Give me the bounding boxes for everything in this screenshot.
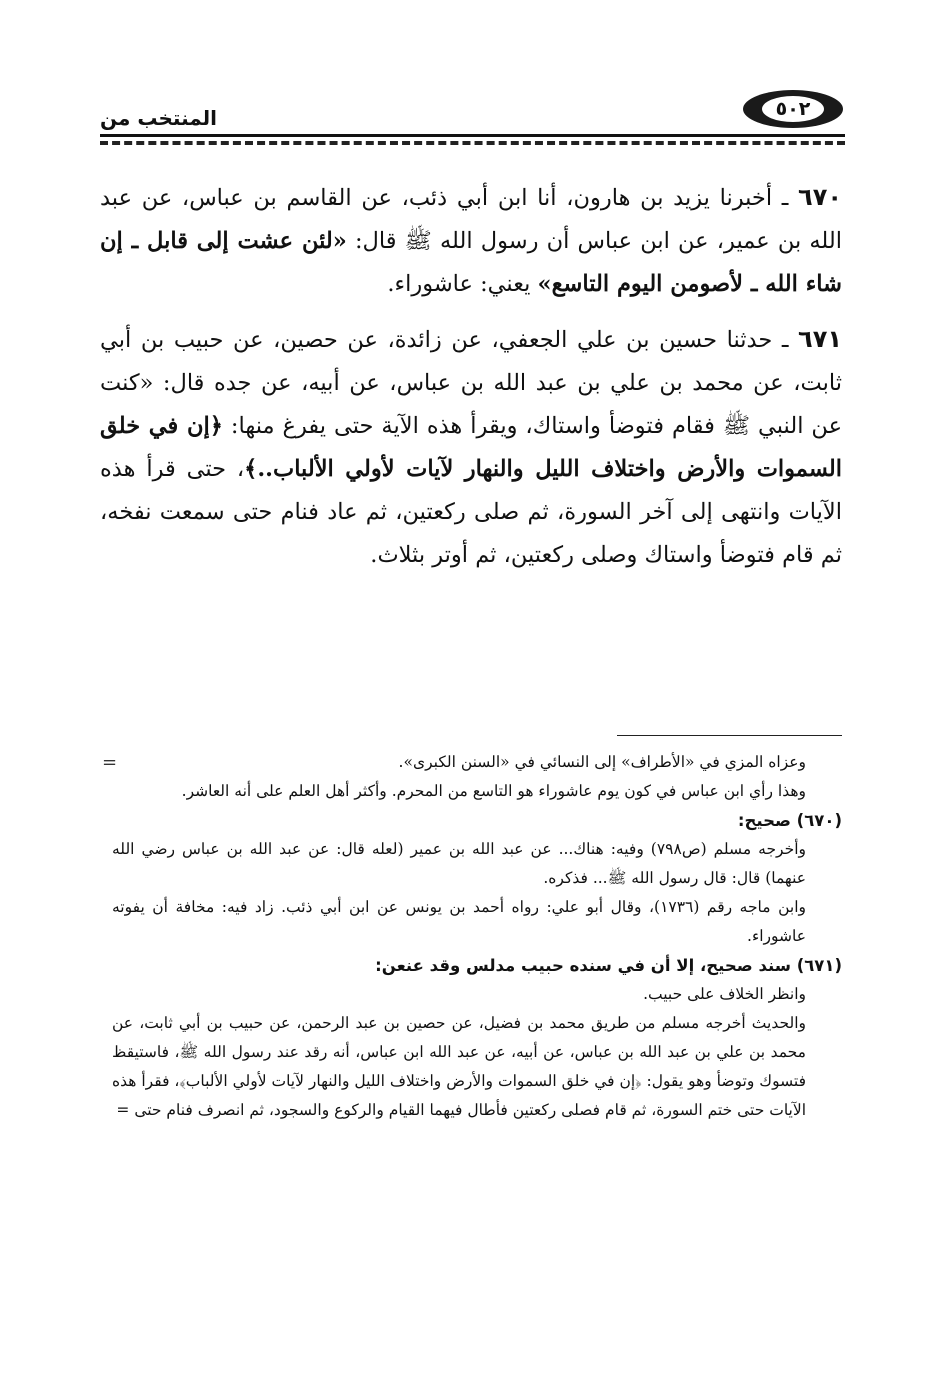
page-number-badge <box>743 90 843 128</box>
footnote-paragraph: والحديث أخرجه مسلم من طريق محمد بن فضيل، عن حصين بن عبد الرحمن، عن حبيب بن أبي ثابت، عن محمد بن علي بن عبد الله بن عباس، عن أبيه، عن عبد الله ابن عباس، أنه رقد عند رسول الله ﷺ، فاستيقظ فتسوك وتوضأ وهو يقول: ﴿إن في خلق السموات والأرض واختلاف الليل والنهار لآيات لأولي الألباب﴾، فقرأ هذه الآيات حتى ختم السورة، ثم قام فصلى ركعتين فأطال فيهما القيام والركوع والسجود، ثم انصرف فنام حتى = <box>112 1014 806 1119</box>
hadith-670 <box>100 176 842 306</box>
continuation-mark: = <box>102 752 118 773</box>
footnote-line: وهذا رأي ابن عباس في كون يوم عاشوراء هو التاسع من المحرم. وأكثر أهل العلم على أنه العاشر. <box>181 782 806 800</box>
footnote-paragraph: وأخرجه مسلم (ص٧٩٨) وفيه: هناك... عن عبد الله بن عمير (لعله قال: عن عبد الله بن عباس رضي الله عنهما) قال: قال رسول الله ﷺ... فذكره. <box>112 840 806 887</box>
header-rule <box>100 134 845 137</box>
hadith-number: ٦٧١ <box>798 325 842 353</box>
quran-verse: ﴿إن في خلق السموات والأرض واختلاف الليل والنهار لآيات لأولي الألباب..﴾ <box>100 413 842 482</box>
page-header <box>100 88 845 148</box>
hadith-quote: «لئن عشت إلى قابل ـ إن شاء الله ـ لأصومن اليوم التاسع» <box>100 228 842 297</box>
hadith-text: ـ حدثنا حسين بن علي الجعفي، عن زائدة، عن حصين، عن حبيب بن أبي ثابت، عن محمد بن علي بن عبد الله بن عباس، عن أبيه، عن جده قال: «كنت عن النبي ﷺ فقام فتوضأ واستاك، ويقرأ هذه الآية حتى يفرغ منها: <box>100 327 842 439</box>
header-dashed-rule <box>100 141 845 145</box>
page-number: ٥٠٢ <box>762 96 824 122</box>
footnote-heading-670: (٦٧٠) صحيح: <box>737 811 842 830</box>
footnote-paragraph: وانظر الخلاف على حبيب. <box>643 985 806 1003</box>
footnote-divider <box>617 735 842 736</box>
footnotes <box>112 748 842 1125</box>
main-text <box>100 176 842 589</box>
hadith-text-end: يعني: عاشوراء. <box>387 271 538 297</box>
footnote-heading-671: (٦٧١) سند صحيح، إلا أن في سنده حبيب مدلس وقد عنعن: <box>375 956 842 975</box>
footnote-paragraph: وابن ماجه رقم (١٧٣٦)، وقال أبو علي: رواه أحمد بن يونس عن ابن أبي ذئب. زاد فيه: مخافة أن يفوته عاشوراء. <box>112 898 806 945</box>
hadith-text-end: ، حتى قرأ هذه الآيات وانتهى إلى آخر السورة، ثم صلى ركعتين، ثم عاد فنام حتى سمعت نفخه، ثم قام فتوضأ واستاك وصلى ركعتين، ثم أوتر بثلاث. <box>100 456 842 568</box>
hadith-number: ٦٧٠ <box>798 183 842 211</box>
footnote-line: وعزاه المزي في «الأطراف» إلى النسائي في «السنن الكبرى». <box>398 753 806 771</box>
hadith-text: ـ أخبرنا يزيد بن هارون، أنا ابن أبي ذئب، عن القاسم بن عباس، عن عبد الله بن عمير، عن ابن عباس أن رسول الله ﷺ قال: <box>100 185 842 254</box>
running-title: المنتخب من <box>100 106 218 130</box>
hadith-671 <box>100 318 842 577</box>
